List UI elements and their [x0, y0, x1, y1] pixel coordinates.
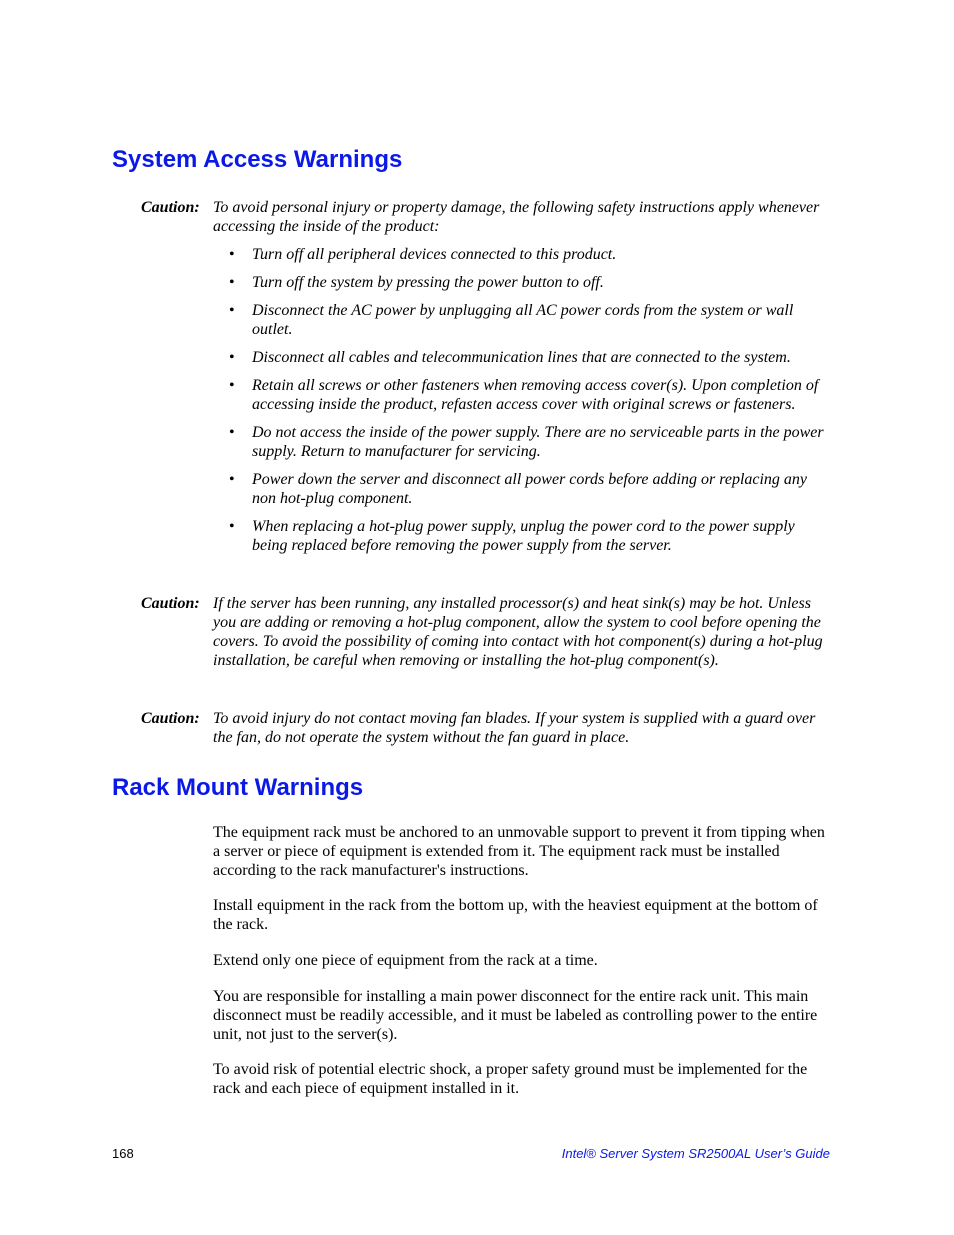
list-item: • Turn off the system by pressing the power button to off. — [229, 274, 604, 291]
rack-paragraph: Install equipment in the rack from the bottom up, with the heaviest equipment at the bottom of the rack. — [213, 897, 818, 933]
rack-paragraph: You are responsible for installing a main power disconnect for the entire rack unit. This main disconnect must be readily accessible, and it must be labeled as controlling power to the entire unit, not just to the server(s). — [213, 988, 818, 1043]
bullet-icon: • — [229, 424, 235, 441]
page-number: 168 — [112, 1146, 134, 1161]
rack-paragraph: The equipment rack must be anchored to an unmovable support to prevent it from tipping when a server or piece of equipment is extended from it. The equipment rack must be installed according to the rack manufacturer's instructions. — [213, 824, 825, 879]
bullet-icon: • — [229, 274, 235, 291]
list-item: • Power down the server and disconnect all power cords before adding or replacing any non hot-plug component. — [229, 471, 808, 507]
safety-instruction-list — [141, 245, 831, 555]
list-item: • Disconnect all cables and telecommunication lines that are connected to the system. — [229, 349, 791, 366]
document-title: Intel® Server System SR2500AL User’s Guide — [561, 1146, 830, 1161]
section-title-rack-mount: Rack Mount Warnings — [112, 774, 364, 801]
bullet-icon: • — [229, 246, 235, 263]
list-item: • Turn off all peripheral devices connected to this product. — [229, 246, 617, 263]
caution-block-fan-blades — [141, 709, 831, 747]
caution-label: Caution: — [141, 710, 200, 727]
caution-label: Caution: — [141, 199, 200, 216]
list-item: • Retain all screws or other fasteners when removing access cover(s). Upon completion of accessing inside the product, refasten access cover with original screws or fasteners. — [229, 377, 819, 413]
list-item: • When replacing a hot-plug power supply, unplug the power cord to the power supply being replaced before removing the power supply from the server. — [229, 518, 795, 554]
list-item: • Disconnect the AC power by unplugging all AC power cords from the system or wall outlet. — [229, 302, 794, 338]
list-item: • Do not access the inside of the power supply. There are no serviceable parts in the power supply. Return to manufacturer for servicing. — [229, 424, 824, 460]
caution-text: To avoid injury do not contact moving fan blades. If your system is supplied with a guard over the fan, do not operate the system without the fan guard in place. — [213, 710, 816, 746]
caution-label: Caution: — [141, 595, 200, 612]
bullet-icon: • — [229, 349, 235, 366]
caution-block-access — [141, 198, 831, 564]
bullet-icon: • — [229, 471, 235, 488]
bullet-icon: • — [229, 302, 235, 319]
rack-paragraph: Extend only one piece of equipment from the rack at a time. — [213, 952, 598, 969]
section-title-system-access: System Access Warnings — [112, 146, 403, 173]
caution-text: If the server has been running, any installed processor(s) and heat sink(s) may be hot. Unless you are adding or removing a hot-plug component, allow the system to cool before opening the covers. To avoid the possibility of coming into contact with hot component(s) during a hot-plug installation, be careful when removing or installing the hot-plug component(s). — [213, 595, 823, 669]
bullet-icon: • — [229, 518, 235, 535]
caution-text: To avoid personal injury or property damage, the following safety instructions apply whenever accessing the inside of the product: — [213, 199, 820, 235]
caution-block-hot-components — [141, 594, 831, 670]
bullet-icon: • — [229, 377, 235, 394]
rack-paragraph: To avoid risk of potential electric shock, a proper safety ground must be implemented for the rack and each piece of equipment installed in it. — [213, 1061, 808, 1097]
